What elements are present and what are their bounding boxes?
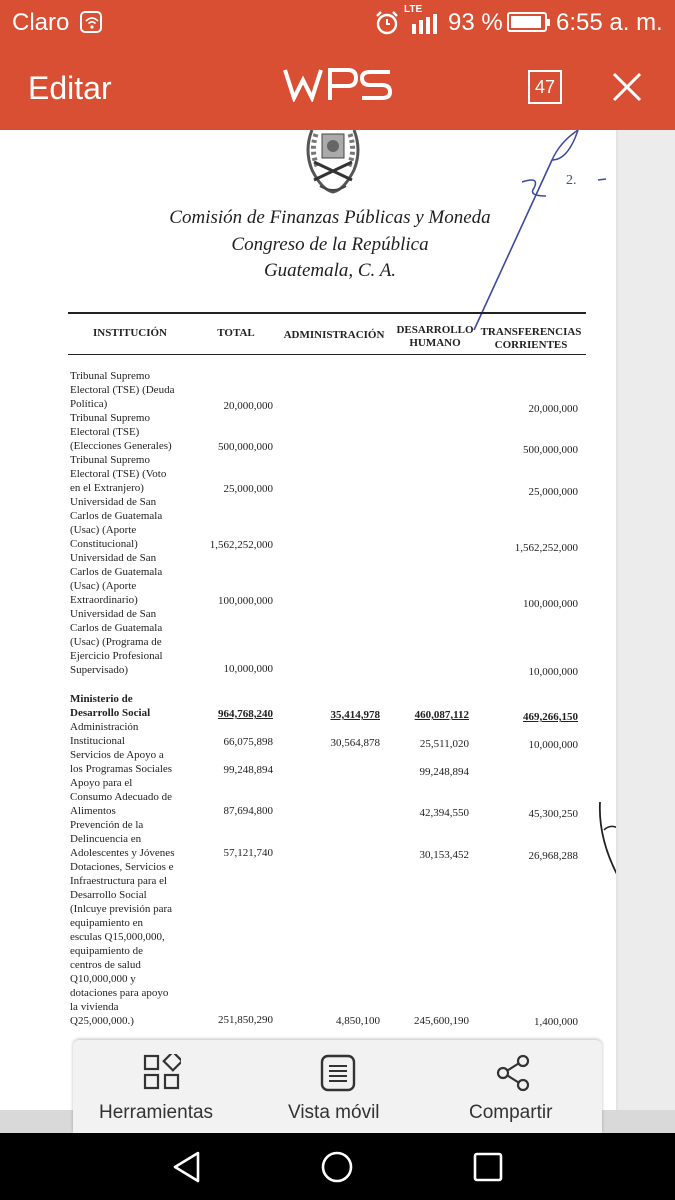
- desc-line: Dotaciones, Servicios e: [70, 861, 174, 873]
- tools-label: Herramientas: [99, 1102, 214, 1123]
- desc-line: Universidad de San: [70, 552, 157, 564]
- desc-line: Universidad de San: [70, 608, 157, 620]
- desc-line: Infraestructura para el: [70, 875, 168, 887]
- desc-line: Delincuencia en: [70, 833, 142, 845]
- desc-line: equipamiento de: [70, 945, 144, 957]
- table-row-desc: [70, 720, 188, 748]
- share-button[interactable]: [425, 1040, 602, 1133]
- mobile-view-label: Vista móvil: [288, 1102, 380, 1123]
- page-count-button[interactable]: 47: [528, 70, 562, 104]
- clock: 6:55 a. m.: [556, 9, 663, 36]
- document-page: [0, 130, 617, 1110]
- tools-button[interactable]: [73, 1040, 249, 1133]
- table-row-desc: [70, 551, 188, 607]
- desc-line: Carlos de Guatemala: [70, 622, 163, 634]
- desc-line: Consumo Adecuado de: [70, 791, 173, 803]
- desc-line: Servicios de Apoyo a: [70, 749, 164, 761]
- cell-admin: 4,850,100: [336, 1015, 380, 1027]
- cell-total: 1,562,252,000: [209, 539, 273, 551]
- cell-total: 25,000,000: [223, 483, 273, 495]
- table-row-desc: [70, 818, 188, 860]
- cell-transfer: 1,562,252,000: [514, 542, 578, 554]
- mobile-view-icon: [319, 1054, 357, 1097]
- cell-transfer: 26,968,288: [528, 850, 578, 862]
- share-label: Compartir: [469, 1102, 553, 1123]
- cell-desarrollo: 245,600,190: [414, 1015, 469, 1027]
- cell-total: 66,075,898: [223, 736, 273, 748]
- col-total: TOTAL: [217, 327, 255, 339]
- table-row-desc: [70, 748, 188, 776]
- cell-transfer: 500,000,000: [523, 444, 578, 456]
- carrier-label: Claro: [12, 9, 70, 36]
- cell-total: 99,248,894: [223, 764, 273, 776]
- desc-line: Electoral (TSE) (Deuda: [70, 384, 175, 396]
- table-row-desc: [70, 369, 188, 411]
- desc-line: Universidad de San: [70, 496, 157, 508]
- status-bar: [0, 0, 675, 46]
- desc-line: Constitucional): [70, 538, 138, 550]
- table-row-desc: [70, 860, 188, 1028]
- col-transferencias: [478, 326, 584, 352]
- battery-fill: [511, 16, 541, 28]
- share-icon: [495, 1054, 533, 1097]
- cell-total: 251,850,290: [218, 1014, 273, 1026]
- network-type-label: LTE: [404, 4, 423, 15]
- wifi-icon: [80, 11, 102, 33]
- desc-line: Alimentos: [70, 805, 116, 817]
- desc-line: Electoral (TSE) (Voto: [70, 468, 167, 480]
- home-icon[interactable]: [320, 1150, 354, 1188]
- header-congress: Congreso de la República: [231, 234, 429, 255]
- desc-line: esculas Q15,000,000,: [70, 931, 165, 943]
- cell-total: 87,694,800: [223, 805, 273, 817]
- desc-line: Electoral (TSE): [70, 426, 140, 438]
- cell-transfer: 1,400,000: [534, 1016, 578, 1028]
- desc-line: Q10,000,000 y: [70, 973, 136, 985]
- back-icon[interactable]: [170, 1150, 204, 1188]
- header-commission: Comisión de Finanzas Públicas y Moneda: [169, 207, 491, 228]
- cell-transfer: 25,000,000: [528, 486, 578, 498]
- grid-tools-icon: [143, 1054, 181, 1095]
- page-edge: [616, 130, 618, 1110]
- navigation-bar: [0, 1133, 675, 1200]
- cell-transfer: 45,300,250: [528, 808, 578, 820]
- desc-line: centros de salud: [70, 959, 141, 971]
- desc-line: Apoyo para el: [70, 777, 133, 789]
- ministry-admin: 35,414,978: [330, 709, 380, 721]
- table-row-desc: [70, 453, 188, 495]
- col-institucion: INSTITUCIÓN: [93, 327, 167, 339]
- desc-line: (Usac) (Aporte: [70, 580, 137, 592]
- desc-line: la vivienda: [70, 1001, 119, 1013]
- cell-desarrollo: 42,394,550: [419, 807, 469, 819]
- header-country: Guatemala, C. A.: [263, 260, 397, 281]
- cell-total: 20,000,000: [223, 400, 273, 412]
- cell-transfer: 20,000,000: [528, 403, 578, 415]
- cell-admin: 30,564,878: [330, 737, 380, 749]
- cell-desarrollo: 30,153,452: [419, 849, 469, 861]
- col-desarrollo-humano: [390, 324, 480, 350]
- desc-line: Tribunal Supremo: [70, 454, 150, 466]
- alarm-icon: [374, 10, 400, 41]
- battery-icon: [507, 12, 547, 32]
- battery-percent: 93 %: [448, 9, 503, 36]
- desc-line: Prevención de la: [70, 819, 144, 831]
- desc-line: Adolescentes y Jóvenes: [70, 847, 175, 859]
- desc-line: dotaciones para apoyo: [70, 987, 169, 999]
- table-row-desc: [70, 411, 188, 453]
- desc-line: equipamiento en: [70, 917, 144, 929]
- desc-line: Política): [70, 398, 108, 410]
- ministry-desarrollo: 460,087,112: [414, 709, 469, 721]
- mobile-view-button[interactable]: [249, 1040, 425, 1133]
- cell-total: 500,000,000: [218, 441, 273, 453]
- cell-total: 10,000,000: [223, 663, 273, 675]
- cell-total: 57,121,740: [223, 847, 273, 859]
- desc-line: Carlos de Guatemala: [70, 566, 163, 578]
- desc-line: Tribunal Supremo: [70, 370, 150, 382]
- cell-transfer: 100,000,000: [523, 598, 578, 610]
- desc-line: Institucional: [70, 735, 125, 747]
- desc-line: (Usac) (Aporte: [70, 524, 137, 536]
- document-viewport[interactable]: [0, 130, 675, 1133]
- desc-line: Supervisado): [70, 664, 129, 676]
- edit-button[interactable]: Editar: [28, 70, 112, 106]
- recents-icon[interactable]: [471, 1150, 505, 1188]
- col-desarrollo-line1: DESARROLLO: [396, 324, 474, 336]
- desc-line: (Inlcuye previsión para: [70, 903, 173, 915]
- close-icon[interactable]: [612, 72, 642, 107]
- table-row-desc: [70, 607, 188, 677]
- desc-line: Tribunal Supremo: [70, 412, 150, 424]
- cell-total: 100,000,000: [218, 595, 273, 607]
- desc-line: Q25,000,000.): [70, 1015, 134, 1027]
- ministry-name-line: Ministerio de: [70, 693, 133, 705]
- app-bar: [0, 46, 675, 130]
- table-row-desc: [70, 495, 188, 551]
- desc-line: (Elecciones Generales): [70, 440, 172, 452]
- desc-line: Administración: [70, 721, 139, 733]
- wps-logo-icon: [282, 68, 392, 107]
- bottom-toolbar: [73, 1040, 602, 1133]
- desc-line: Extraordinario): [70, 594, 138, 606]
- ministry-name-line: Desarrollo Social: [70, 707, 151, 719]
- desc-line: en el Extranjero): [70, 482, 144, 494]
- col-transferencias-line2: CORRIENTES: [494, 339, 568, 351]
- col-desarrollo-line2: HUMANO: [409, 337, 461, 349]
- col-administracion: ADMINISTRACIÓN: [283, 329, 385, 341]
- col-transferencias-line1: TRANSFERENCIAS: [480, 326, 582, 338]
- ministry-total: 964,768,240: [218, 708, 273, 720]
- signal-icon: [412, 14, 442, 39]
- ministry-transfer: 469,266,150: [523, 711, 578, 723]
- ministry-name: [70, 692, 188, 720]
- desc-line: Carlos de Guatemala: [70, 510, 163, 522]
- cell-transfer: 10,000,000: [528, 739, 578, 751]
- desc-line: Desarrollo Social: [70, 889, 147, 901]
- desc-line: los Programas Sociales: [70, 763, 173, 775]
- table-row-desc: [70, 776, 188, 818]
- cell-transfer: 10,000,000: [528, 666, 578, 678]
- table-top-rule: [68, 312, 586, 314]
- cell-desarrollo: 25,511,020: [419, 738, 469, 750]
- cell-desarrollo: 99,248,894: [419, 766, 469, 778]
- desc-line: Ejercicio Profesional: [70, 650, 163, 662]
- desc-line: (Usac) (Programa de: [70, 636, 162, 648]
- table-header-rule: [68, 354, 586, 355]
- handwritten-number: 2.: [566, 173, 577, 188]
